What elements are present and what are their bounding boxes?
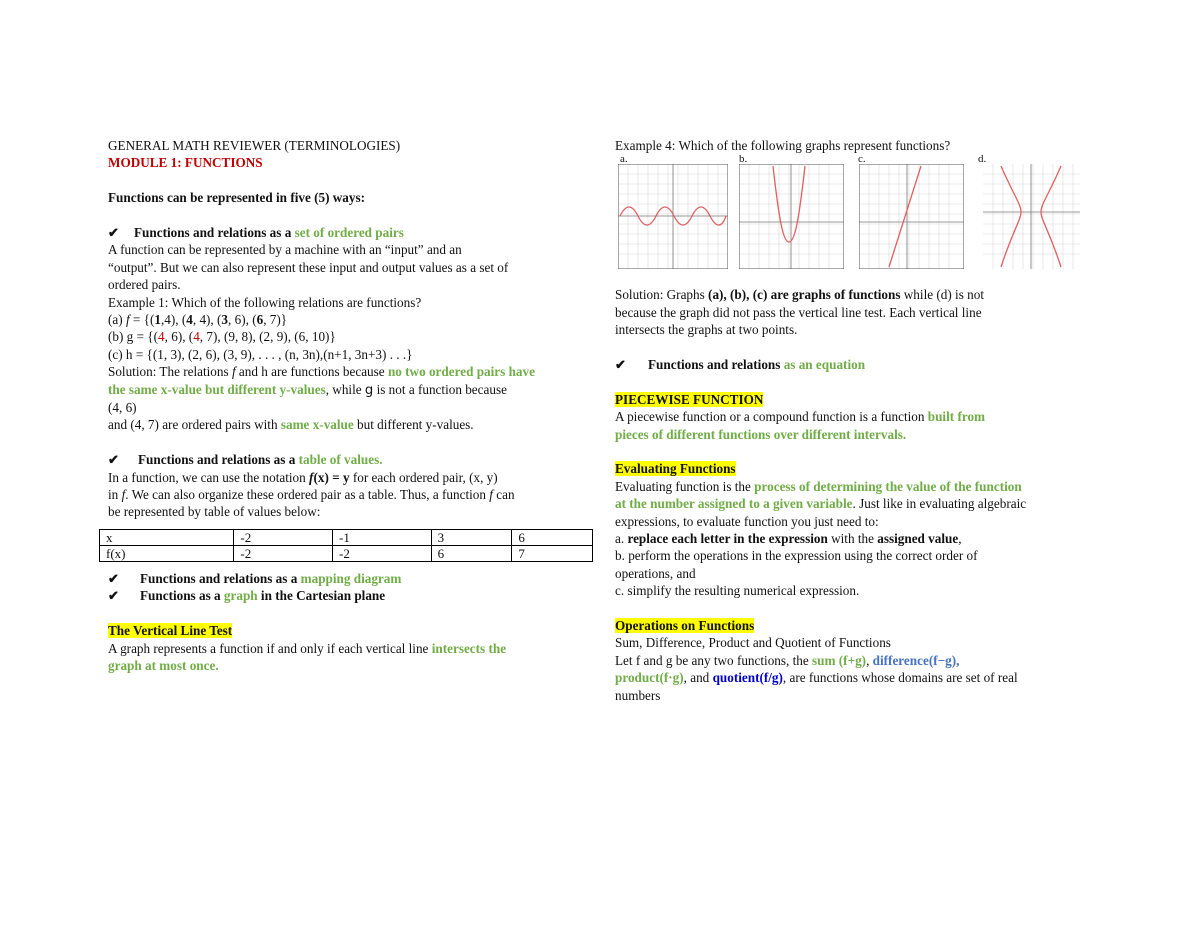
left-column	[108, 137, 588, 674]
table-cell: -1	[333, 529, 432, 545]
evaluating-text-3: expressions, to evaluate function you just need to:	[615, 513, 879, 529]
operations-line-4: numbers	[615, 687, 661, 703]
graph-heading: ✔ Functions as a graph in the Cartesian plane	[108, 588, 386, 604]
table-cell: f(x)	[100, 545, 234, 561]
vertical-line-test-text: A graph represents a function if and only if each vertical line intersects the	[108, 640, 507, 656]
solution-4-line-2: because the graph did not pass the vertical line test. Each vertical line	[615, 304, 982, 320]
graph-d-hyperbola	[983, 164, 1080, 269]
ordered-pairs-text-1: A function can be represented by a machine with an “input” and an	[108, 242, 462, 258]
example-1-c: (c) h = {(1, 3), (2, 6), (3, 9), . . . , (n, 3n),(n+1, 3n+3) . . .}	[108, 346, 413, 362]
ordered-pairs-heading: ✔ Functions and relations as a set of ordered pairs	[108, 225, 404, 240]
check-icon: ✔	[108, 570, 120, 586]
vertical-line-test-title: The Vertical Line Test	[108, 623, 233, 639]
ways-heading: Functions can be represented in five (5) ways:	[108, 190, 366, 206]
ordered-pairs-text-3: ordered pairs.	[108, 277, 181, 293]
table-cell: 6	[431, 545, 512, 561]
table-cell: 6	[512, 529, 593, 545]
vertical-line-test-text-2: graph at most once.	[108, 657, 219, 673]
table-cell: -2	[234, 545, 333, 561]
operations-line-2: Let f and g be any two functions, the sum (f+g), difference(f−g),	[615, 652, 960, 668]
equation-heading: ✔ Functions and relations as an equation	[615, 357, 866, 373]
right-column	[615, 137, 1093, 704]
piecewise-text: A piecewise function or a compound function is a function built from	[615, 409, 986, 425]
solution-4-line-3: intersects the graphs at two points.	[615, 322, 798, 338]
example-4-graphs	[615, 154, 1093, 286]
example-1-a: (a) f = {(1,4), (4, 4), (3, 6), (6, 7)}	[108, 312, 288, 328]
table-of-values-heading: ✔ Functions and relations as a table of values.	[108, 452, 383, 468]
table-row	[100, 529, 593, 545]
table-cell: x	[100, 529, 234, 545]
table-cell: -2	[234, 529, 333, 545]
mapping-diagram-heading: ✔ Functions and relations as a mapping diagram	[108, 570, 402, 586]
values-table	[99, 529, 593, 562]
solution-4: Solution: Graphs (a), (b), (c) are graphs of functions while (d) is not	[615, 287, 984, 303]
check-icon: ✔	[108, 588, 120, 604]
table-of-values-text-1: In a function, we can use the notation f(x) = y for each ordered pair, (x, y)	[108, 469, 498, 485]
table-of-values-text-2: in f. We can also organize these ordered pair as a table. Thus, a function f can	[108, 487, 515, 503]
graph-c-line	[859, 164, 964, 269]
evaluating-step-a: a. replace each letter in the expression with the assigned value,	[615, 531, 962, 547]
evaluating-title: Evaluating Functions	[615, 461, 736, 477]
evaluating-step-b-2: operations, and	[615, 565, 696, 581]
check-icon: ✔	[108, 225, 120, 240]
piecewise-text-2: pieces of different functions over different intervals.	[615, 426, 907, 442]
operations-title: Operations on Functions	[615, 618, 755, 634]
graph-label: a.	[620, 153, 628, 166]
graph-label: c.	[858, 153, 866, 166]
table-cell: -2	[333, 545, 432, 561]
table-cell: 7	[512, 545, 593, 561]
operations-line-3: product(f·g), and quotient(f/g), are functions whose domains are set of real	[615, 670, 1018, 686]
example-1-question: Example 1: Which of the following relations are functions?	[108, 294, 422, 310]
module-title: MODULE 1: FUNCTIONS	[108, 155, 263, 171]
piecewise-title: PIECEWISE FUNCTION	[615, 391, 764, 407]
table-cell: 3	[431, 529, 512, 545]
graph-label: d.	[978, 153, 987, 166]
evaluating-text-2: at the number assigned to a given variable. Just like in evaluating algebraic	[615, 496, 1027, 512]
table-row	[100, 545, 593, 561]
check-icon: ✔	[615, 357, 627, 373]
table-of-values-text-3: be represented by table of values below:	[108, 504, 321, 520]
solution-1: Solution: The relations f and h are functions because no two ordered pairs have the same x-value but different y-values, while g is not a function because (4, 6) and (4, 7) are ordered pairs with same x-value but different y-values.	[108, 364, 535, 433]
operations-line-1: Sum, Difference, Product and Quotient of Functions	[615, 635, 891, 651]
example-4-question: Example 4: Which of the following graphs represent functions?	[615, 138, 951, 153]
evaluating-text: Evaluating function is the process of determining the value of the function	[615, 478, 1022, 494]
graph-b-parabola	[739, 164, 844, 269]
graph-a-sine	[618, 164, 728, 269]
evaluating-step-b: b. perform the operations in the expression using the correct order of	[615, 548, 978, 564]
check-icon: ✔	[108, 452, 120, 468]
example-1-b: (b) g = {(4, 6), (4, 7), (9, 8), (2, 9), (6, 10)}	[108, 329, 336, 345]
evaluating-step-c: c. simplify the resulting numerical expression.	[615, 583, 860, 599]
graph-label: b.	[739, 153, 748, 166]
ordered-pairs-text-2: “output”. But we can also represent these input and output values as a set of	[108, 259, 509, 275]
document-title: GENERAL MATH REVIEWER (TERMINOLOGIES)	[108, 138, 401, 153]
